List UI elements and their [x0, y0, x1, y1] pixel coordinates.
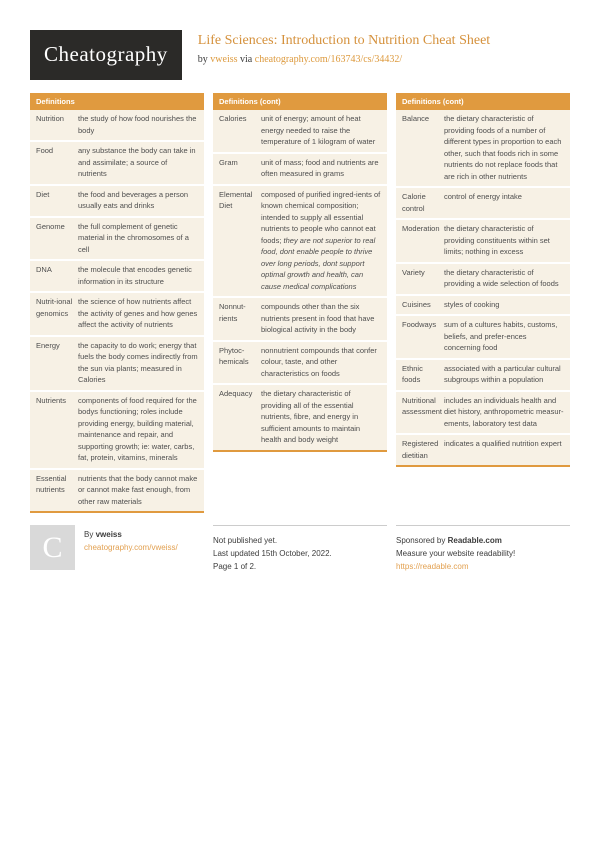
sponsor-tagline: Measure your website readability!: [396, 549, 516, 558]
page-footer: [0, 513, 600, 573]
table-header: Definitions: [30, 93, 204, 110]
term-cell: Essential nutrients: [36, 473, 67, 494]
definition-cell: unit of mass; food and nutrients are often measured in grams: [261, 157, 379, 178]
definition-cell: the dietary characteristic of providing foods of a number of different types in proportion to each other, such that foods rich in some nutrients do not replace foods that are rich in other nutrients: [444, 114, 562, 181]
definition-cell: associated with a particular cultural subgroups within a population: [444, 363, 561, 384]
definition-cell: the science of how nutrients affect the activity of genes and how genes affect the activity of nutrients: [78, 297, 198, 329]
sponsor-name: Readable.com: [447, 536, 502, 545]
definition-cell: the dietary characteristic of providing a wide selection of foods: [444, 267, 559, 288]
table-row: [213, 383, 387, 450]
term-cell: Food: [36, 146, 54, 155]
author-profile-link[interactable]: cheatography.com/vweiss/: [84, 543, 178, 552]
definition-cell: unit of energy; amount of heat energy needed to raise the temperature of 1 kilogram of water: [261, 114, 376, 146]
table-body: [213, 110, 387, 450]
table-row: [396, 218, 570, 262]
page-title: Life Sciences: Introduction to Nutrition Cheat Sheet: [197, 33, 491, 48]
title-block: [198, 30, 490, 65]
term-cell: Energy: [36, 340, 60, 350]
term-cell: Registered dietitian: [402, 439, 439, 460]
table-row: [30, 216, 204, 260]
last-updated: Last updated 15th October, 2022.: [213, 549, 332, 558]
table-row: [396, 294, 570, 315]
term-cell: Variety: [402, 267, 425, 277]
footer-sponsor-column: [396, 525, 570, 573]
by-prefix: by: [197, 54, 208, 65]
term-cell: Nutrit-ional genomics: [36, 297, 73, 318]
table-row: [30, 291, 204, 335]
term-cell: Cuisines: [402, 299, 431, 309]
table-header: Definitions (cont): [213, 93, 387, 110]
definitions-table-3: [396, 93, 570, 467]
sponsor-line: [396, 534, 570, 547]
table-row: [213, 184, 387, 297]
sponsor-link[interactable]: https://readable.com: [396, 562, 469, 571]
definition-cell: nutrients that the body cannot make or cannot make fast enough, from other raw materials: [78, 473, 198, 506]
table-row: [213, 152, 387, 184]
table-row: [396, 262, 570, 294]
definition-cell: components of food required for the bodys functioning; roles include providing energy, building material, maintenance and repair, and supporting growth; ie: water, carbs, fat, protein, vitamins, minerals: [78, 395, 197, 462]
term-cell: DNA: [36, 265, 52, 274]
byline: [198, 54, 490, 65]
page-header: [0, 0, 600, 80]
term-cell: Diet: [36, 189, 50, 199]
definitions-table-2: [213, 93, 387, 452]
table-row: [396, 358, 570, 390]
definition-cell: the dietary characteristic of providing all of the essential nutrients, fibre, and energy in sufficient amounts to maintain health and body weight: [261, 389, 361, 444]
author-name: vweiss: [95, 530, 122, 539]
definition-cell: styles of cooking: [444, 299, 500, 309]
cheatography-logo[interactable]: Cheatography: [30, 30, 182, 80]
definition-cell: the dietary characteristic of providing constituents within set limits; nothing in excess: [444, 224, 550, 256]
definitions-table-1: [30, 93, 204, 513]
table-row: [30, 259, 204, 291]
via-text: via: [240, 54, 253, 65]
term-cell: Genome: [36, 221, 65, 231]
source-link[interactable]: cheatography.com/163743/cs/34432/: [254, 54, 403, 65]
footer-status-column: [213, 525, 387, 573]
term-cell: Nutrition: [36, 114, 64, 123]
page-number: Page 1 of 2.: [213, 562, 257, 571]
definition-cell: sum of a cultures habits, customs, beliefs, and prefer-ences concerning food: [444, 320, 558, 352]
table-body: [30, 110, 204, 511]
term-cell: Nonnut-rients: [219, 302, 246, 323]
table-row: [30, 184, 204, 216]
term-cell: Moderation: [402, 224, 440, 233]
definition-cell: the capacity to do work; energy that fuels the body comes indirectly from the sun via plants; measured in Calories: [78, 340, 198, 384]
definition-cell: nonnutrient compounds that confer colour, taste, and other characteristics on foods: [261, 345, 377, 378]
table-row: [213, 110, 387, 152]
definition-cell: the molecule that encodes genetic information in its structure: [78, 265, 192, 286]
by-prefix: By: [84, 530, 94, 539]
footer-author-column: [30, 525, 204, 570]
definition-cell: compounds other than the six nutrients present in food that have biological activity in the body: [261, 302, 375, 334]
table-row: [396, 314, 570, 358]
term-cell: Nutritional assessment: [402, 395, 443, 416]
table-row: [30, 335, 204, 390]
definition-cell: indicates a qualified nutrition expert: [444, 439, 562, 448]
content-columns: [0, 80, 600, 513]
column-3: [396, 93, 570, 467]
definition-cell: the food and beverages a person usually eats and drinks: [78, 189, 189, 210]
author-line: [84, 528, 178, 541]
table-row: [213, 340, 387, 384]
definition-cell: the full complement of genetic material in the chromosomes of a cell: [78, 221, 189, 254]
term-cell: Elemental Diet: [219, 189, 253, 210]
term-cell: Balance: [402, 114, 430, 123]
table-row: [30, 390, 204, 468]
definition-cell: includes an individuals health and diet history, anthropometric measur-ements, laboratory test data: [444, 395, 564, 428]
author-avatar[interactable]: C: [30, 525, 75, 570]
column-1: [30, 93, 204, 513]
table-row: [396, 186, 570, 218]
definition-cell: composed of purified ingred-ients of known chemical composition; intended to supply all essential nutrients to people who cannot eat foods; they are not superior to real food, dont enable people to thrive over long periods, dont support optimal growth and health, can cause medical complications: [261, 189, 381, 291]
term-cell: Calorie control: [402, 192, 426, 213]
term-cell: Ethnic foods: [402, 363, 423, 384]
term-cell: Nutrients: [36, 395, 67, 405]
column-2: [213, 93, 387, 452]
table-row: [30, 110, 204, 140]
definition-cell: any substance the body can take in and assimilate; a source of nutrients: [78, 146, 196, 178]
term-cell: Adequacy: [219, 389, 253, 398]
definition-cell: control of energy intake: [444, 192, 522, 201]
definition-cell: the study of how food nourishes the body: [78, 114, 197, 135]
table-header: Definitions (cont): [396, 93, 570, 110]
table-row: [396, 110, 570, 186]
term-cell: Foodways: [402, 320, 437, 329]
term-cell: Gram: [219, 157, 238, 167]
publish-status: Not published yet.: [213, 536, 278, 545]
table-row: [30, 468, 204, 512]
author-link[interactable]: vweiss: [210, 54, 238, 65]
table-row: [213, 296, 387, 340]
term-cell: Calories: [219, 114, 247, 123]
table-row: [396, 390, 570, 434]
table-body: [396, 110, 570, 465]
sponsor-prefix: Sponsored by: [396, 536, 446, 545]
table-row: [30, 140, 204, 184]
table-row: [396, 433, 570, 465]
term-cell: Phytoc-hemicals: [219, 345, 249, 366]
